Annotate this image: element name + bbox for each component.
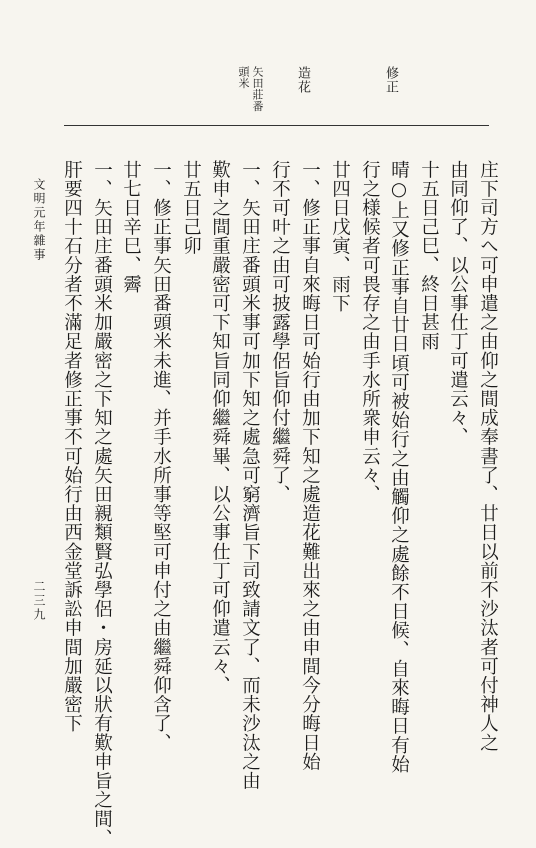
header-rule — [64, 125, 489, 126]
text-column-11: 廿五日己卯 — [180, 160, 202, 256]
text-column-1: 庄下司方へ可申遣之由仰之間成奉書了、廿日以前不沙汰者可付神人之 — [477, 160, 499, 753]
text-column-5: 行之様候者可畏存之由手水所衆申云々、 — [359, 160, 381, 504]
text-column-6: 廿四日戊寅、雨下 — [329, 160, 351, 313]
running-title: 文明元年雜事 — [32, 178, 46, 262]
text-column-8: 行不可叶之由可披露學侶旨仰付繼舜了、 — [269, 160, 291, 504]
margin-gloss-1: 修正 — [383, 66, 398, 94]
text-column-10: 歎申之間重嚴密可下知旨同仰繼舜畢、以公事仕丁可仰遣云々、 — [209, 160, 231, 695]
page-number: 二三九 — [32, 580, 46, 622]
margin-gloss-3a: 矢田莊番 — [251, 66, 264, 112]
text-column-12: 一、修正事矢田番頭米未進、并手水所事等堅可申付之由繼舜仰含了、 — [150, 160, 172, 753]
margin-gloss-3b: 頭米 — [237, 66, 250, 89]
text-column-2: 由同仰了、以公事仕丁可遣云々、 — [447, 160, 469, 447]
text-column-13: 廿七日辛巳、霽 — [120, 160, 142, 294]
text-column-15: 肝要四十石分者不滿足者修正事不可始行由西金堂訴訟申間加嚴密下 — [61, 160, 83, 733]
text-column-7: 一、修正事自來晦日可始行由加下知之處造花難出來之由申間今分晦日始 — [299, 160, 321, 772]
text-column-9: 一、矢田庄番頭米事可加下知之處急可窮濟旨下司致請文了、而未沙汰之由 — [239, 160, 261, 791]
margin-gloss-2: 造花 — [295, 66, 310, 94]
text-column-4: 晴○上又修正事自廿日頃可被始行之由觸仰之處餘不日候、自來晦日有始 — [388, 160, 410, 774]
text-column-14: 一、矢田庄番頭米加嚴密之下知之處矢田親類賢弘學侶・房延以狀有歎申旨之間、 — [91, 160, 113, 848]
text-column-3: 十五日己巳、終日甚雨 — [418, 160, 440, 351]
